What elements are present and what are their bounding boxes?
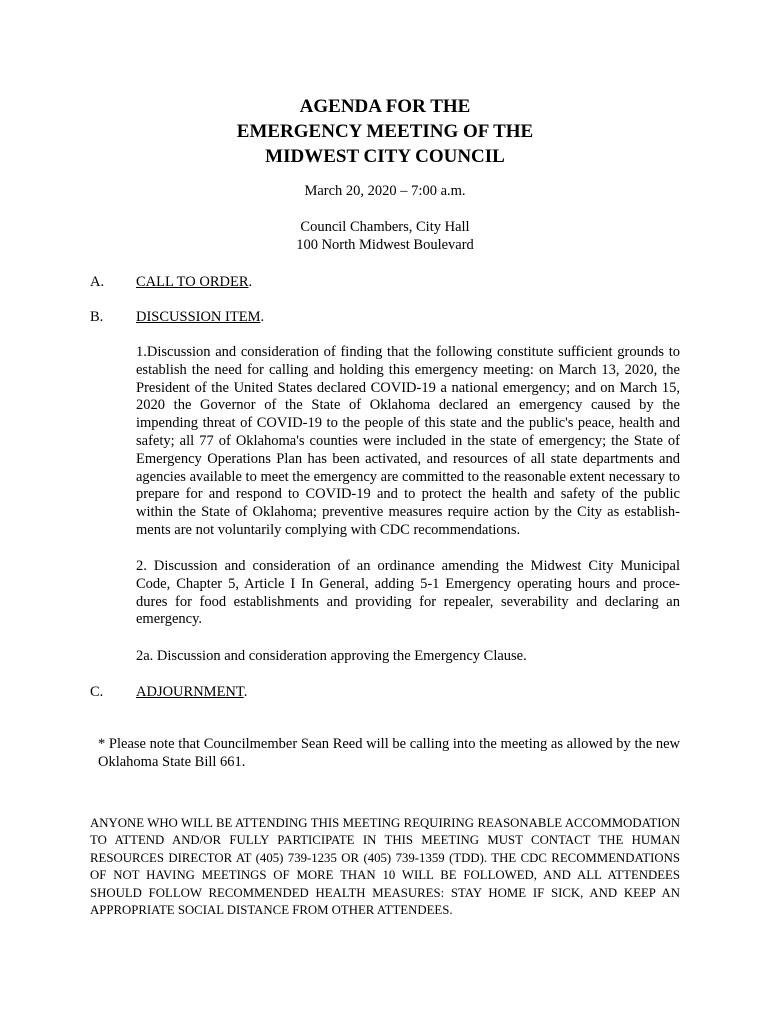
section-letter: A.	[90, 274, 105, 290]
councilmember-note: * Please note that Councilmember Sean Reed will be calling into the meeting as allowed by the new Oklahoma State Bill 661.	[98, 736, 680, 770]
section-heading: DISCUSSION ITEM	[136, 309, 261, 325]
accommodation-notice: ANYONE WHO WILL BE ATTENDING THIS MEETING REQUIRING REASONABLE ACCOMMODATION TO ATTEND AND/OR FULLY PARTICIPATE IN THIS MEETING MUST CONTACT THE HUMAN RESOURCES DIRECTOR AT (405) 739-1235 OR (405) 739-1359 (TDD). THE CDC RECOMMENDATIONS OF NOT HAVING MEETINGS OF MORE THAN 10 WILL BE FOLLOWED, AND ALL ATTENDEES SHOULD FOLLOW RECOMMENDED HEALTH MEASURES: STAY HOME IF SICK, AND KEEP AN APPROPRIATE SOCIAL DISTANCE FROM OTHER ATTENDEES.	[90, 816, 680, 918]
location-line-2: 100 North Midwest Boulevard	[296, 237, 474, 253]
discussion-item-1: 1.Discussion and consideration of finding that the following constitute sufficient grounds to establish the need for calling and holding this emergency meeting: on March 13, 2020, the President of the United States declared COVID-19 a national emergency; and on March 15, 2020 the Governor of the State of Oklahoma declared an emergency caused by the impending threat of COVID-19 to the people of this state and the public's peace, health and safety; all 77 of Oklahoma's counties were included in the state of emergency; the State of Emergency Operations Plan has been activated, and resources of all state departments and agencies available to meet the emergency are committed to the reasonable extent necessary to prepare for and respond to COVID-19 and to protect the health and safety of the public within the State of Oklahoma; preventive measures require action by the City as establish-ments are not voluntarily complying with CDC recommendations.	[136, 344, 680, 538]
discussion-item-2: 2. Discussion and consideration of an ordinance amending the Midwest City Municipal Code, Chapter 5, Article I In General, adding 5-1 Emergency operating hours and proce-dures for food establishments and providing for repealer, severability and declaring an emergency.	[136, 558, 680, 628]
section-heading: ADJOURNMENT	[136, 684, 244, 700]
section-suffix: .	[260, 309, 265, 325]
section-adjournment	[90, 683, 247, 701]
section-suffix: .	[248, 274, 253, 290]
agenda-title	[0, 94, 770, 169]
section-call-to-order	[90, 273, 252, 291]
title-line-2: EMERGENCY MEETING OF THE	[236, 121, 534, 142]
title-line-3: MIDWEST CITY COUNCIL	[265, 146, 505, 167]
section-discussion-item	[90, 308, 264, 326]
section-letter: B.	[90, 309, 104, 325]
section-heading: CALL TO ORDER	[136, 274, 249, 290]
section-letter: C.	[90, 684, 104, 700]
location-line-1: Council Chambers, City Hall	[300, 219, 470, 235]
meeting-date-time: March 20, 2020 – 7:00 a.m.	[304, 183, 466, 199]
title-line-1: AGENDA FOR THE	[299, 96, 471, 117]
discussion-item-2a: 2a. Discussion and consideration approving the Emergency Clause.	[136, 648, 527, 664]
section-suffix: .	[243, 684, 248, 700]
